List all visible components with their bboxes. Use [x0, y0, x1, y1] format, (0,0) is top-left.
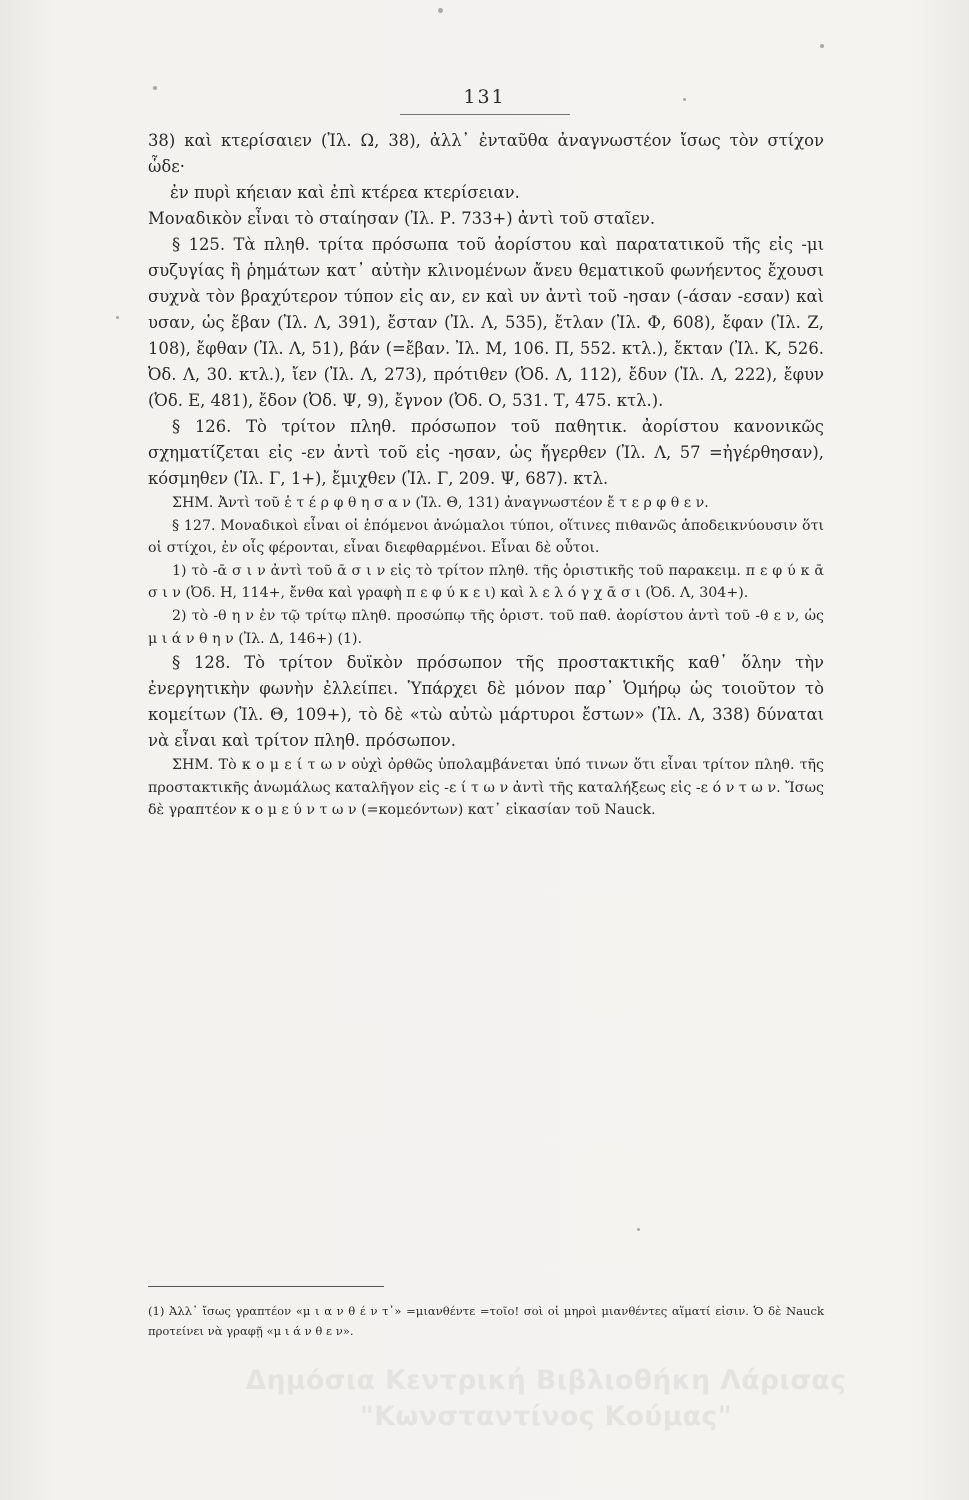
body-text [148, 128, 824, 822]
section-127-item-2: 2) τὸ -θ η ν ἐν τῷ τρίτῳ πληθ. προσώπῳ τῆς ὁριστ. τοῦ παθ. ἀορίστου ἀντὶ τοῦ -θ ε ν, ὡς μ ι ά ν θ η ν (Ἰλ. Δ, 146+) (1). [148, 607, 824, 647]
section-126: § 126. Τὸ τρίτον πληθ. πρόσωπον τοῦ παθητικ. ἀορίστου κανονικῶς σχηματίζεται εἰς -εν ἀντὶ τοῦ εἰς -ησαν, ὡς ἤγερθεν (Ἰλ. Λ, 57 =ἠγέρθησαν), κόσμηθεν (Ἰλ. Γ, 1+), ἔμιχθεν (Ἰλ. Γ, 209. Ψ, 687). κτλ. [148, 417, 824, 488]
library-watermark-line-2: "Κωνσταντίνος Κούμας" [359, 1401, 732, 1432]
scan-speck [438, 8, 443, 13]
paragraph-1: 38) καὶ κτερίσαιεν (Ἰλ. Ω, 38), ἀλλ᾽ ἐνταῦθα ἀναγνωστέον ἴσως τὸν στίχον ὧδε· [148, 131, 824, 176]
section-127-item-1: 1) τὸ -ᾱ σ ι ν ἀντὶ τοῦ ᾱ σ ι ν εἰς τὸ τρίτον πληθ. τῆς ὁριστικῆς τοῦ παρακειμ. π ε φ ύ κ ᾱ σ ι ν (Ὀδ. Η, 114+, ἔνθα καὶ γραφὴ π ε φ ύ κ ε ι) καὶ λ ε λ ό γ χ ᾱ σ ι (Ὀδ. Λ, 304+). [148, 562, 824, 602]
section-127: § 127. Μοναδικοὶ εἶναι οἱ ἑπόμενοι ἀνώμαλοι τύποι, οἵτινες πιθανῶς ἀποδεικνύουσιν ὅτι οἱ στίχοι, ἐν οἷς φέρονται, εἶναι διεφθαρμένοι. Εἶναι δὲ οὗτοι. [148, 517, 824, 557]
scan-speck [820, 44, 824, 48]
note-126: ΣΗΜ. Ἀντὶ τοῦ ἑ τ έ ρ φ θ η σ α ν (Ἰλ. Θ, 131) ἀναγνωστέον ἔ τ ε ρ φ θ ε ν. [172, 495, 709, 511]
page-number: 131 [463, 86, 506, 108]
section-128: § 128. Τὸ τρίτον δυϊκὸν πρόσωπον τῆς προστακτικῆς καθ᾽ ὅλην τὴν ἐνεργητικὴν φωνὴν ἐλλείπει. Ὑπάρχει δὲ μόνον παρ᾽ Ὁμήρῳ ὡς τοιοῦτον τὸ κομείτων (Ἰλ. Θ, 109+), τὸ δὲ «τὼ αὐτὼ μάρτυροι ἔστων» (Ἰλ. Λ, 338) δύναται νὰ εἶναι καὶ τρίτον πληθ. πρόσωπον. [148, 653, 824, 751]
scan-speck [683, 98, 686, 101]
scan-speck [637, 1228, 640, 1231]
footnote: (1) Ἀλλ᾽ ἴσως γραπτέον «μ ι α ν θ έ ν τ᾽» =μιανθέντε =τοῖο! σοὶ οἱ μηροὶ μιανθέντες αἵματί εἰσιν. Ὁ δὲ Nauck προτείνει νὰ γραφῇ «μ ι ά ν θ ε ν». [148, 1304, 824, 1338]
page-number-rule [400, 114, 570, 115]
library-watermark-line-1: Δημόσια Κεντρική Βιβλιοθήκη Λάρισας [245, 1365, 847, 1396]
paragraph-3: Μοναδικὸν εἶναι τὸ σταίησαν (Ἰλ. Ρ. 733+) ἀντὶ τοῦ σταῖεν. [148, 209, 656, 228]
verse-line: ἐν πυρὶ κήειαν καὶ ἐπὶ κτέρεα κτερίσειαν. [170, 183, 520, 202]
section-125: § 125. Τὰ πληθ. τρίτα πρόσωπα τοῦ ἀορίστου καὶ παρατατικοῦ τῆς εἰς -μι συζυγίας ἢ ῥημάτων κατ᾽ αὐτὴν κλινομένων ἄνευ θεματικοῦ φωνήεντος ἔχουσι συχνὰ τὸν βραχύτερον τύπον εἰς αν, εν καὶ υν ἀντὶ τοῦ -ησαν (-άσαν -εσαν) καὶ υσαν, ὡς ἔβαν (Ἰλ. Λ, 391), ἔσταν (Ἰλ. Λ, 535), ἔτλαν (Ἰλ. Φ, 608), ἔφαν (Ἰλ. Ζ, 108), ἔφθαν (Ἰλ. Λ, 51), βάν (=ἔβαν. Ἰλ. Μ, 106. Π, 552. κτλ.), ἔκταν (Ἰλ. Κ, 526. Ὀδ. Λ, 30. κτλ.), ἴεν (Ἰλ. Λ, 273), πρότιθεν (Ὀδ. Λ, 112), ἔδυν (Ἰλ. Λ, 222), ἔφυν (Ὀδ. Ε, 481), ἔδον (Ὀδ. Ψ, 9), ἔγνον (Ὀδ. Ο, 531. Τ, 475. κτλ.). [148, 235, 824, 410]
footnote-rule [148, 1286, 384, 1287]
scan-speck [153, 86, 157, 90]
scan-speck [116, 316, 119, 319]
note-128: ΣΗΜ. Τὸ κ ο μ ε ί τ ω ν οὐχὶ ὀρθῶς ὑπολαμβάνεται ὑπό τινων ὅτι εἶναι τρίτον πληθ. τῆς προστακτικῆς ἀνωμάλως καταλῆγον εἰς -ε ί τ ω ν ἀντὶ τῆς καταλήξεως εἰς -ε ό ν τ ω ν. Ἴσως δὲ γραπτέον κ ο μ ε ύ ν τ ω ν (=κομεόντων) κατ᾽ εἰκασίαν τοῦ Nauck. [148, 757, 824, 819]
